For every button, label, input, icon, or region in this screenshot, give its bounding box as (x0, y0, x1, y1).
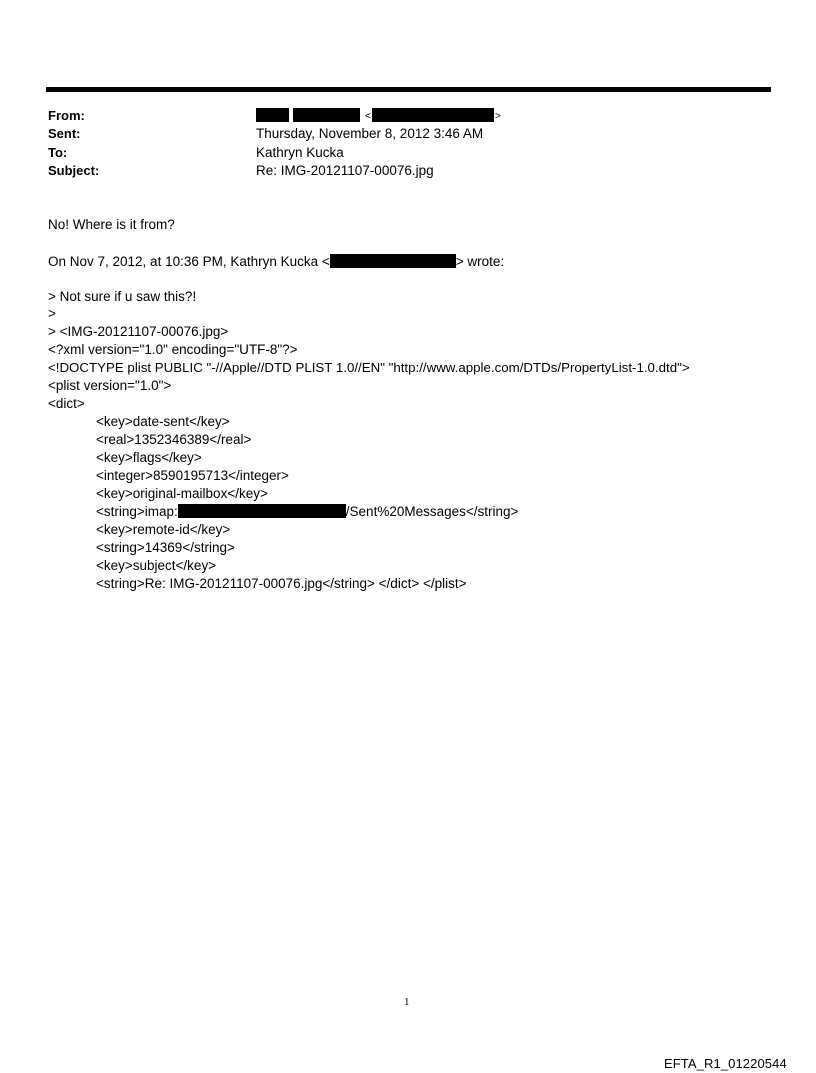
quote-intro-prefix: On Nov 7, 2012, at 10:36 PM, Kathryn Kucka < (48, 254, 330, 269)
redaction-from-last (293, 108, 360, 122)
dict-line: <string>Re: IMG-20121107-00076.jpg</string> </dict> </plist> (96, 576, 467, 591)
plist-open: <plist version="1.0"> (48, 378, 172, 393)
redaction-quote-email (330, 254, 456, 268)
to-value: Kathryn Kucka (256, 145, 344, 160)
dict-line: <key>original-mailbox</key> (96, 486, 268, 501)
page-number: 1 (404, 996, 410, 1008)
quote-intro (48, 254, 504, 270)
quoted-line: > <IMG-20121107-00076.jpg> (48, 324, 229, 339)
sent-label: Sent: (48, 126, 81, 141)
reply-text: No! Where is it from? (48, 217, 175, 232)
imap-line (96, 504, 518, 520)
from-lt: < (365, 111, 371, 122)
redaction-from-first (256, 108, 289, 122)
quote-intro-suffix: > wrote: (455, 254, 505, 269)
redaction-imap (178, 504, 346, 518)
quoted-line: > Not sure if u saw this?! (48, 289, 197, 304)
subject-label: Subject: (48, 163, 100, 178)
dict-line: <integer>8590195713</integer> (96, 468, 289, 483)
from-label: From: (48, 108, 85, 123)
dict-line: <key>flags</key> (96, 450, 202, 465)
redaction-from-email (372, 108, 494, 122)
imap-prefix: <string>imap: (96, 504, 178, 519)
dict-line: <key>remote-id</key> (96, 522, 231, 537)
quoted-line: > (48, 306, 56, 321)
dict-line: <string>14369</string> (96, 540, 235, 555)
dict-open: <dict> (48, 396, 85, 411)
doctype-line: <!DOCTYPE plist PUBLIC "-//Apple//DTD PLIST 1.0//EN" "http://www.apple.com/DTDs/PropertyList-1.0.dtd"> (48, 360, 690, 375)
header-rule (46, 87, 771, 92)
from-gt: > (495, 111, 501, 122)
subject-value: Re: IMG-20121107-00076.jpg (256, 163, 434, 178)
document-id: EFTA_R1_01220544 (664, 1056, 787, 1071)
imap-suffix: /Sent%20Messages</string> (345, 504, 519, 519)
to-label: To: (48, 145, 68, 160)
sent-value: Thursday, November 8, 2012 3:46 AM (256, 126, 484, 141)
dict-line: <real>1352346389</real> (96, 432, 252, 447)
dict-line: <key>date-sent</key> (96, 414, 230, 429)
xml-declaration: <?xml version="1.0" encoding="UTF-8"?> (48, 342, 298, 357)
dict-line: <key>subject</key> (96, 558, 217, 573)
